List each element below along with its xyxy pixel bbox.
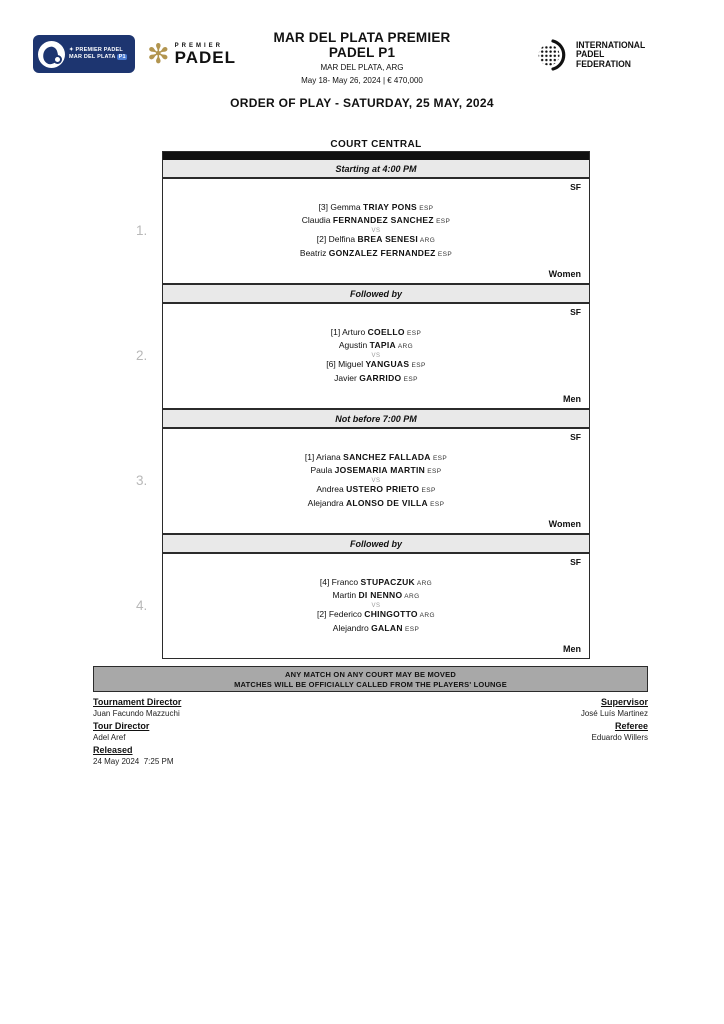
match-box <box>136 304 589 408</box>
released-timestamp: 24 May 2024 7:25 PM <box>93 757 174 766</box>
premier-padel-logo-bottom: PADEL <box>174 47 236 67</box>
session-header: Not before 7:00 PM <box>163 408 589 429</box>
header-left-logos <box>33 35 236 73</box>
player-line: [1] Arturo COELLO ESP <box>330 326 422 337</box>
premier-padel-asterisk-icon: ✻ <box>147 38 170 69</box>
match-box <box>136 554 589 658</box>
player-line: [4] Franco STUPACZUK ARG <box>319 576 433 587</box>
player-line: [2] Delfina BREA SENESI ARG <box>316 234 436 244</box>
player-line: [1] Ariana SANCHEZ FALLADA ESP <box>304 451 448 462</box>
sea-lion-icon <box>38 41 65 68</box>
court-name: COURT CENTRAL <box>330 139 422 150</box>
player-line: [2] Federico CHINGOTTO ARG <box>317 609 435 619</box>
match-number: 4. <box>136 597 148 613</box>
table-top-bar <box>163 152 589 160</box>
vs-label: VS <box>371 602 381 609</box>
badge-star-icon: ✦ <box>69 47 76 53</box>
match-number: 3. <box>136 472 148 488</box>
match-round-label: SF <box>570 557 581 567</box>
tournament-director-label: Tournament Director <box>93 697 182 707</box>
player-line: Paula JOSEMARIA MARTIN ESP <box>310 465 442 475</box>
session-header: Starting at 4:00 PM <box>163 160 589 179</box>
match-players <box>171 317 581 394</box>
match-category-label: Women <box>548 519 581 529</box>
match-category-label: Women <box>548 269 581 279</box>
player-line: Martin DI NENNO ARG <box>332 590 420 600</box>
match-round-label: SF <box>570 182 581 192</box>
officials-section <box>93 697 648 769</box>
badge-p1-tag: P1 <box>118 54 126 60</box>
player-line: Javier GARRIDO ESP <box>334 372 418 383</box>
premier-padel-logo <box>147 38 236 69</box>
player-line: Alejandro GALAN ESP <box>332 622 420 633</box>
player-line: Claudia FERNANDEZ SANCHEZ ESP <box>301 215 451 225</box>
match-players <box>171 192 581 269</box>
session-header: Followed by <box>163 533 589 554</box>
tour-director-name: Adel Aref <box>93 733 126 742</box>
premier-padel-logo-top: PREMIER <box>174 42 223 49</box>
court-table <box>136 151 590 659</box>
match-category-label: Men <box>563 644 581 654</box>
match-box <box>136 179 589 283</box>
ipf-logo <box>536 37 653 73</box>
tour-director-label: Tour Director <box>93 721 150 731</box>
event-badge-logo <box>33 35 135 73</box>
event-badge-text: ✦ PREMIER PADEL MAR DEL PLATA P1 <box>69 47 126 60</box>
tournament-director-name: Juan Facundo Mazzuchi <box>93 709 180 718</box>
match-number: 2. <box>136 347 148 363</box>
vs-label: VS <box>371 227 381 234</box>
match-players <box>171 567 581 644</box>
match-category-label: Men <box>563 394 581 404</box>
player-line: Agustin TAPIA ARG <box>338 340 414 350</box>
player-line: Beatriz GONZALEZ FERNANDEZ ESP <box>299 247 453 258</box>
referee-name: Eduardo Willers <box>591 733 648 742</box>
match-number: 1. <box>136 222 148 238</box>
court-section <box>136 139 590 659</box>
player-line: [6] Miguel YANGUAS ESP <box>326 359 426 369</box>
player-line: Andrea USTERO PRIETO ESP <box>316 484 436 494</box>
ipf-ball-icon <box>536 37 570 73</box>
notice-line-1: ANY MATCH ON ANY COURT MAY BE MOVED <box>285 669 456 679</box>
order-of-play-title: ORDER OF PLAY - SATURDAY, 25 MAY, 2024 <box>230 96 494 110</box>
match-round-label: SF <box>570 307 581 317</box>
event-location: MAR DEL PLATA, ARG <box>320 63 404 72</box>
referee-label: Referee <box>614 721 648 731</box>
supervisor-label: Supervisor <box>600 697 648 707</box>
player-line: [3] Gemma TRIAY PONS ESP <box>318 201 434 212</box>
officials-right-column <box>581 697 648 769</box>
event-dates-prize: May 18- May 26, 2024 | € 470,000 <box>301 76 423 85</box>
notice-bar <box>93 666 648 692</box>
event-title: MAR DEL PLATA PREMIER PADEL P1 <box>273 30 451 60</box>
session-header: Followed by <box>163 283 589 304</box>
vs-label: VS <box>371 352 381 359</box>
match-round-label: SF <box>570 432 581 442</box>
notice-line-2: MATCHES WILL BE OFFICIALLY CALLED FROM THE PLAYERS' LOUNGE <box>234 679 507 689</box>
match-players <box>171 442 581 519</box>
ipf-logo-text: INTERNATIONAL PADEL FEDERATION <box>576 39 646 70</box>
match-box <box>136 429 589 533</box>
supervisor-name: José Luís Martinez <box>580 709 648 718</box>
released-label: Released <box>93 745 133 755</box>
vs-label: VS <box>371 477 381 484</box>
event-header <box>262 30 462 85</box>
player-line: Alejandra ALONSO DE VILLA ESP <box>307 497 445 508</box>
officials-left-column <box>93 697 181 769</box>
